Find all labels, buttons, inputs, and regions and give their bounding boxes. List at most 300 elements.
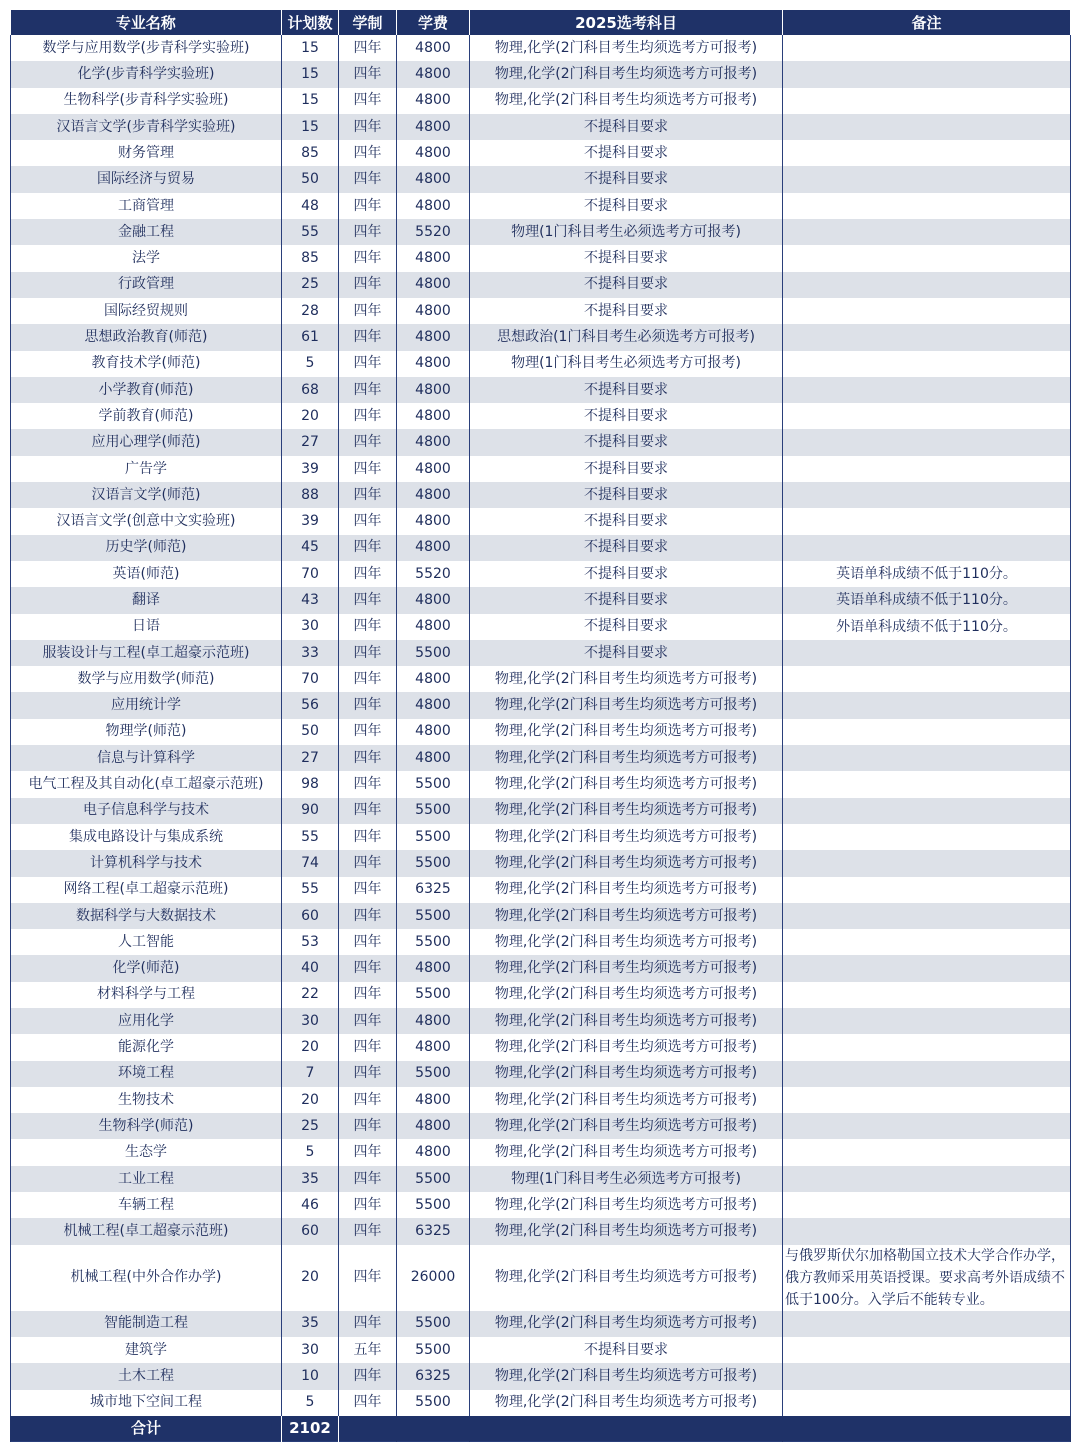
cell-notes	[783, 1061, 1071, 1087]
cell-subjects: 物理,化学(2门科目考生均须选考方可报考)	[470, 955, 783, 981]
cell-plan: 22	[282, 982, 339, 1008]
cell-fee: 5520	[397, 219, 470, 245]
cell-major: 网络工程(卓工超豪示范班)	[11, 877, 282, 903]
cell-plan: 55	[282, 219, 339, 245]
cell-major: 信息与计算科学	[11, 745, 282, 771]
cell-notes	[783, 1337, 1071, 1363]
cell-plan: 27	[282, 745, 339, 771]
cell-fee: 5500	[397, 798, 470, 824]
cell-notes	[783, 1008, 1071, 1034]
table-row	[11, 1008, 1071, 1034]
cell-plan: 27	[282, 429, 339, 455]
cell-fee: 4800	[397, 666, 470, 692]
cell-plan: 43	[282, 587, 339, 613]
cell-fee: 4800	[397, 35, 470, 61]
cell-fee: 6325	[397, 1363, 470, 1389]
cell-duration: 四年	[339, 403, 397, 429]
cell-plan: 60	[282, 1218, 339, 1244]
table-row	[11, 929, 1071, 955]
cell-fee: 4800	[397, 587, 470, 613]
cell-fee: 4800	[397, 403, 470, 429]
cell-plan: 85	[282, 140, 339, 166]
table-row	[11, 298, 1071, 324]
cell-plan: 56	[282, 692, 339, 718]
cell-subjects: 物理,化学(2门科目考生均须选考方可报考)	[470, 1113, 783, 1139]
table-row	[11, 1192, 1071, 1218]
cell-fee: 4800	[397, 429, 470, 455]
cell-duration: 四年	[339, 771, 397, 797]
cell-fee: 5500	[397, 1311, 470, 1337]
cell-subjects: 不提科目要求	[470, 587, 783, 613]
cell-subjects: 物理,化学(2门科目考生均须选考方可报考)	[470, 1087, 783, 1113]
cell-fee: 5500	[397, 1061, 470, 1087]
cell-notes	[783, 482, 1071, 508]
table-row	[11, 35, 1071, 61]
cell-duration: 四年	[339, 719, 397, 745]
cell-notes: 英语单科成绩不低于110分。	[783, 561, 1071, 587]
cell-subjects: 不提科目要求	[470, 114, 783, 140]
cell-notes	[783, 35, 1071, 61]
cell-subjects: 物理(1门科目考生必须选考方可报考)	[470, 219, 783, 245]
cell-duration: 四年	[339, 929, 397, 955]
cell-fee: 4800	[397, 114, 470, 140]
cell-major: 生物科学(师范)	[11, 1113, 282, 1139]
total-empty	[470, 1416, 783, 1442]
cell-major: 生物技术	[11, 1087, 282, 1113]
cell-subjects: 物理,化学(2门科目考生均须选考方可报考)	[470, 982, 783, 1008]
cell-duration: 四年	[339, 166, 397, 192]
cell-plan: 55	[282, 824, 339, 850]
cell-plan: 5	[282, 1390, 339, 1416]
cell-plan: 70	[282, 666, 339, 692]
cell-subjects: 物理,化学(2门科目考生均须选考方可报考)	[470, 1245, 783, 1311]
table-row	[11, 745, 1071, 771]
cell-duration: 四年	[339, 61, 397, 87]
cell-plan: 88	[282, 482, 339, 508]
cell-plan: 45	[282, 535, 339, 561]
cell-fee: 5500	[397, 1166, 470, 1192]
cell-duration: 四年	[339, 1363, 397, 1389]
cell-notes: 外语单科成绩不低于110分。	[783, 614, 1071, 640]
cell-duration: 四年	[339, 692, 397, 718]
cell-major: 城市地下空间工程	[11, 1390, 282, 1416]
cell-duration: 四年	[339, 114, 397, 140]
cell-duration: 四年	[339, 193, 397, 219]
table-row	[11, 166, 1071, 192]
cell-major: 车辆工程	[11, 1192, 282, 1218]
cell-plan: 25	[282, 272, 339, 298]
cell-major: 小学教育(师范)	[11, 377, 282, 403]
cell-plan: 33	[282, 640, 339, 666]
cell-notes	[783, 1192, 1071, 1218]
cell-duration: 四年	[339, 1034, 397, 1060]
cell-major: 生物科学(步青科学实验班)	[11, 88, 282, 114]
cell-plan: 20	[282, 1087, 339, 1113]
cell-duration: 四年	[339, 535, 397, 561]
cell-notes	[783, 114, 1071, 140]
cell-subjects: 物理,化学(2门科目考生均须选考方可报考)	[470, 692, 783, 718]
cell-duration: 四年	[339, 456, 397, 482]
cell-subjects: 物理,化学(2门科目考生均须选考方可报考)	[470, 666, 783, 692]
cell-fee: 4800	[397, 166, 470, 192]
cell-subjects: 物理,化学(2门科目考生均须选考方可报考)	[470, 877, 783, 903]
cell-fee: 4800	[397, 1113, 470, 1139]
cell-duration: 四年	[339, 429, 397, 455]
cell-duration: 四年	[339, 219, 397, 245]
cell-duration: 四年	[339, 561, 397, 587]
cell-notes	[783, 245, 1071, 271]
cell-fee: 4800	[397, 377, 470, 403]
table-row	[11, 1390, 1071, 1416]
cell-duration: 四年	[339, 324, 397, 350]
cell-plan: 68	[282, 377, 339, 403]
cell-duration: 四年	[339, 272, 397, 298]
cell-duration: 四年	[339, 1087, 397, 1113]
cell-duration: 四年	[339, 903, 397, 929]
table-row	[11, 88, 1071, 114]
cell-notes	[783, 272, 1071, 298]
cell-major: 汉语言文学(师范)	[11, 482, 282, 508]
table-row	[11, 1363, 1071, 1389]
cell-plan: 53	[282, 929, 339, 955]
cell-major: 机械工程(卓工超豪示范班)	[11, 1218, 282, 1244]
cell-duration: 四年	[339, 351, 397, 377]
table-row	[11, 982, 1071, 1008]
table-row	[11, 482, 1071, 508]
cell-major: 服装设计与工程(卓工超豪示范班)	[11, 640, 282, 666]
cell-duration: 四年	[339, 298, 397, 324]
cell-subjects: 思想政治(1门科目考生必须选考方可报考)	[470, 324, 783, 350]
cell-fee: 4800	[397, 272, 470, 298]
cell-plan: 55	[282, 877, 339, 903]
cell-duration: 四年	[339, 88, 397, 114]
total-label: 合计	[11, 1416, 282, 1442]
cell-plan: 50	[282, 719, 339, 745]
cell-notes	[783, 850, 1071, 876]
cell-subjects: 不提科目要求	[470, 561, 783, 587]
table-row	[11, 587, 1071, 613]
cell-subjects: 物理,化学(2门科目考生均须选考方可报考)	[470, 771, 783, 797]
table-row	[11, 692, 1071, 718]
cell-duration: 四年	[339, 482, 397, 508]
cell-plan: 25	[282, 1113, 339, 1139]
cell-fee: 4800	[397, 1139, 470, 1165]
cell-duration: 四年	[339, 1245, 397, 1311]
cell-major: 电气工程及其自动化(卓工超豪示范班)	[11, 771, 282, 797]
cell-notes	[783, 429, 1071, 455]
cell-subjects: 物理,化学(2门科目考生均须选考方可报考)	[470, 719, 783, 745]
table-row	[11, 245, 1071, 271]
cell-duration: 四年	[339, 798, 397, 824]
cell-notes	[783, 1166, 1071, 1192]
cell-major: 环境工程	[11, 1061, 282, 1087]
cell-fee: 5500	[397, 1337, 470, 1363]
cell-notes	[783, 1218, 1071, 1244]
cell-subjects: 物理,化学(2门科目考生均须选考方可报考)	[470, 1311, 783, 1337]
cell-notes	[783, 1139, 1071, 1165]
cell-duration: 四年	[339, 824, 397, 850]
cell-duration: 四年	[339, 1139, 397, 1165]
cell-subjects: 不提科目要求	[470, 140, 783, 166]
cell-major: 数学与应用数学(步青科学实验班)	[11, 35, 282, 61]
cell-notes	[783, 1311, 1071, 1337]
table-row	[11, 955, 1071, 981]
header-notes: 备注	[783, 10, 1071, 35]
cell-major: 思想政治教育(师范)	[11, 324, 282, 350]
cell-duration: 四年	[339, 1113, 397, 1139]
cell-notes	[783, 403, 1071, 429]
cell-duration: 四年	[339, 1311, 397, 1337]
cell-plan: 5	[282, 351, 339, 377]
cell-notes	[783, 456, 1071, 482]
cell-plan: 85	[282, 245, 339, 271]
cell-subjects: 物理,化学(2门科目考生均须选考方可报考)	[470, 798, 783, 824]
cell-duration: 四年	[339, 1390, 397, 1416]
cell-duration: 四年	[339, 877, 397, 903]
cell-notes	[783, 929, 1071, 955]
table-row	[11, 614, 1071, 640]
cell-fee: 4800	[397, 614, 470, 640]
cell-subjects: 物理,化学(2门科目考生均须选考方可报考)	[470, 1218, 783, 1244]
table-row	[11, 1139, 1071, 1165]
table-row	[11, 771, 1071, 797]
cell-notes	[783, 903, 1071, 929]
cell-major: 历史学(师范)	[11, 535, 282, 561]
cell-fee: 5500	[397, 824, 470, 850]
cell-subjects: 不提科目要求	[470, 1337, 783, 1363]
cell-major: 广告学	[11, 456, 282, 482]
cell-duration: 四年	[339, 140, 397, 166]
cell-subjects: 物理,化学(2门科目考生均须选考方可报考)	[470, 1390, 783, 1416]
cell-duration: 四年	[339, 1061, 397, 1087]
cell-fee: 4800	[397, 1087, 470, 1113]
table-row	[11, 114, 1071, 140]
table-row	[11, 351, 1071, 377]
cell-major: 数据科学与大数据技术	[11, 903, 282, 929]
cell-notes	[783, 877, 1071, 903]
cell-notes: 英语单科成绩不低于110分。	[783, 587, 1071, 613]
table-row	[11, 1218, 1071, 1244]
cell-duration: 四年	[339, 640, 397, 666]
cell-major: 生态学	[11, 1139, 282, 1165]
table-body	[11, 35, 1071, 1416]
cell-plan: 30	[282, 1008, 339, 1034]
table-row	[11, 1311, 1071, 1337]
cell-subjects: 物理,化学(2门科目考生均须选考方可报考)	[470, 1034, 783, 1060]
cell-plan: 15	[282, 61, 339, 87]
cell-major: 工商管理	[11, 193, 282, 219]
cell-major: 化学(师范)	[11, 955, 282, 981]
cell-subjects: 物理,化学(2门科目考生均须选考方可报考)	[470, 824, 783, 850]
cell-plan: 5	[282, 1139, 339, 1165]
cell-subjects: 不提科目要求	[470, 245, 783, 271]
table-row	[11, 1337, 1071, 1363]
table-header-row	[11, 10, 1071, 35]
total-empty	[783, 1416, 1071, 1442]
cell-duration: 四年	[339, 614, 397, 640]
cell-notes	[783, 666, 1071, 692]
cell-fee: 5500	[397, 640, 470, 666]
cell-subjects: 不提科目要求	[470, 193, 783, 219]
cell-major: 法学	[11, 245, 282, 271]
cell-fee: 5500	[397, 1390, 470, 1416]
cell-fee: 5500	[397, 929, 470, 955]
cell-notes	[783, 508, 1071, 534]
cell-subjects: 物理,化学(2门科目考生均须选考方可报考)	[470, 1192, 783, 1218]
cell-fee: 4800	[397, 324, 470, 350]
cell-plan: 15	[282, 88, 339, 114]
cell-major: 汉语言文学(步青科学实验班)	[11, 114, 282, 140]
cell-duration: 五年	[339, 1337, 397, 1363]
cell-subjects: 不提科目要求	[470, 456, 783, 482]
cell-notes	[783, 982, 1071, 1008]
cell-plan: 15	[282, 114, 339, 140]
table-row	[11, 1245, 1071, 1311]
cell-subjects: 物理,化学(2门科目考生均须选考方可报考)	[470, 61, 783, 87]
cell-fee: 4800	[397, 1008, 470, 1034]
cell-plan: 90	[282, 798, 339, 824]
total-row	[11, 1416, 1071, 1442]
cell-subjects: 物理,化学(2门科目考生均须选考方可报考)	[470, 88, 783, 114]
cell-plan: 20	[282, 1245, 339, 1311]
cell-major: 翻译	[11, 587, 282, 613]
cell-major: 材料科学与工程	[11, 982, 282, 1008]
cell-fee: 4800	[397, 61, 470, 87]
cell-major: 国际经济与贸易	[11, 166, 282, 192]
cell-notes	[783, 140, 1071, 166]
cell-subjects: 不提科目要求	[470, 272, 783, 298]
table-row	[11, 508, 1071, 534]
cell-subjects: 不提科目要求	[470, 614, 783, 640]
cell-fee: 4800	[397, 1034, 470, 1060]
cell-duration: 四年	[339, 587, 397, 613]
table-row	[11, 798, 1071, 824]
cell-subjects: 物理,化学(2门科目考生均须选考方可报考)	[470, 35, 783, 61]
cell-fee: 4800	[397, 298, 470, 324]
cell-duration: 四年	[339, 850, 397, 876]
cell-notes	[783, 771, 1071, 797]
total-empty	[339, 1416, 397, 1442]
cell-notes	[783, 719, 1071, 745]
table-row	[11, 877, 1071, 903]
cell-plan: 70	[282, 561, 339, 587]
cell-duration: 四年	[339, 1192, 397, 1218]
cell-subjects: 物理(1门科目考生必须选考方可报考)	[470, 1166, 783, 1192]
cell-duration: 四年	[339, 245, 397, 271]
cell-major: 土木工程	[11, 1363, 282, 1389]
cell-subjects: 物理,化学(2门科目考生均须选考方可报考)	[470, 745, 783, 771]
cell-subjects: 不提科目要求	[470, 640, 783, 666]
header-fee: 学费	[397, 10, 470, 35]
cell-major: 集成电路设计与集成系统	[11, 824, 282, 850]
cell-duration: 四年	[339, 982, 397, 1008]
table-row	[11, 1087, 1071, 1113]
cell-fee: 4800	[397, 482, 470, 508]
table-row	[11, 903, 1071, 929]
table-row	[11, 1061, 1071, 1087]
cell-duration: 四年	[339, 666, 397, 692]
cell-notes	[783, 166, 1071, 192]
cell-major: 行政管理	[11, 272, 282, 298]
table-row	[11, 61, 1071, 87]
total-plan: 2102	[282, 1416, 339, 1442]
cell-major: 能源化学	[11, 1034, 282, 1060]
cell-plan: 46	[282, 1192, 339, 1218]
cell-subjects: 不提科目要求	[470, 482, 783, 508]
cell-fee: 4800	[397, 955, 470, 981]
cell-major: 教育技术学(师范)	[11, 351, 282, 377]
header-plan: 计划数	[282, 10, 339, 35]
cell-notes	[783, 1034, 1071, 1060]
cell-plan: 30	[282, 1337, 339, 1363]
cell-plan: 74	[282, 850, 339, 876]
cell-plan: 39	[282, 508, 339, 534]
cell-notes	[783, 298, 1071, 324]
cell-subjects: 不提科目要求	[470, 508, 783, 534]
cell-plan: 35	[282, 1166, 339, 1192]
cell-major: 工业工程	[11, 1166, 282, 1192]
cell-notes	[783, 1363, 1071, 1389]
cell-fee: 5500	[397, 1192, 470, 1218]
table-row	[11, 219, 1071, 245]
cell-subjects: 物理,化学(2门科目考生均须选考方可报考)	[470, 850, 783, 876]
cell-subjects: 不提科目要求	[470, 166, 783, 192]
cell-major: 物理学(师范)	[11, 719, 282, 745]
cell-major: 建筑学	[11, 1337, 282, 1363]
table-row	[11, 140, 1071, 166]
cell-subjects: 物理(1门科目考生必须选考方可报考)	[470, 351, 783, 377]
cell-duration: 四年	[339, 955, 397, 981]
cell-fee: 4800	[397, 245, 470, 271]
cell-subjects: 物理,化学(2门科目考生均须选考方可报考)	[470, 929, 783, 955]
table-row	[11, 1113, 1071, 1139]
cell-major: 人工智能	[11, 929, 282, 955]
cell-subjects: 物理,化学(2门科目考生均须选考方可报考)	[470, 1008, 783, 1034]
cell-fee: 4800	[397, 745, 470, 771]
cell-fee: 6325	[397, 877, 470, 903]
cell-duration: 四年	[339, 508, 397, 534]
cell-major: 汉语言文学(创意中文实验班)	[11, 508, 282, 534]
cell-notes	[783, 351, 1071, 377]
cell-plan: 60	[282, 903, 339, 929]
cell-fee: 26000	[397, 1245, 470, 1311]
cell-major: 国际经贸规则	[11, 298, 282, 324]
header-major: 专业名称	[11, 10, 282, 35]
table-row	[11, 324, 1071, 350]
cell-notes	[783, 219, 1071, 245]
table-row	[11, 666, 1071, 692]
cell-notes	[783, 535, 1071, 561]
table-row	[11, 272, 1071, 298]
table-row	[11, 535, 1071, 561]
cell-fee: 4800	[397, 692, 470, 718]
cell-plan: 98	[282, 771, 339, 797]
cell-notes	[783, 88, 1071, 114]
header-subjects: 2025选考科目	[470, 10, 783, 35]
cell-fee: 4800	[397, 456, 470, 482]
cell-notes	[783, 824, 1071, 850]
admission-plan-table	[10, 10, 1071, 1442]
cell-subjects: 物理,化学(2门科目考生均须选考方可报考)	[470, 1061, 783, 1087]
cell-duration: 四年	[339, 1166, 397, 1192]
cell-major: 机械工程(中外合作办学)	[11, 1245, 282, 1311]
cell-major: 智能制造工程	[11, 1311, 282, 1337]
cell-plan: 10	[282, 1363, 339, 1389]
cell-subjects: 物理,化学(2门科目考生均须选考方可报考)	[470, 903, 783, 929]
cell-fee: 4800	[397, 193, 470, 219]
cell-major: 计算机科学与技术	[11, 850, 282, 876]
header-duration: 学制	[339, 10, 397, 35]
